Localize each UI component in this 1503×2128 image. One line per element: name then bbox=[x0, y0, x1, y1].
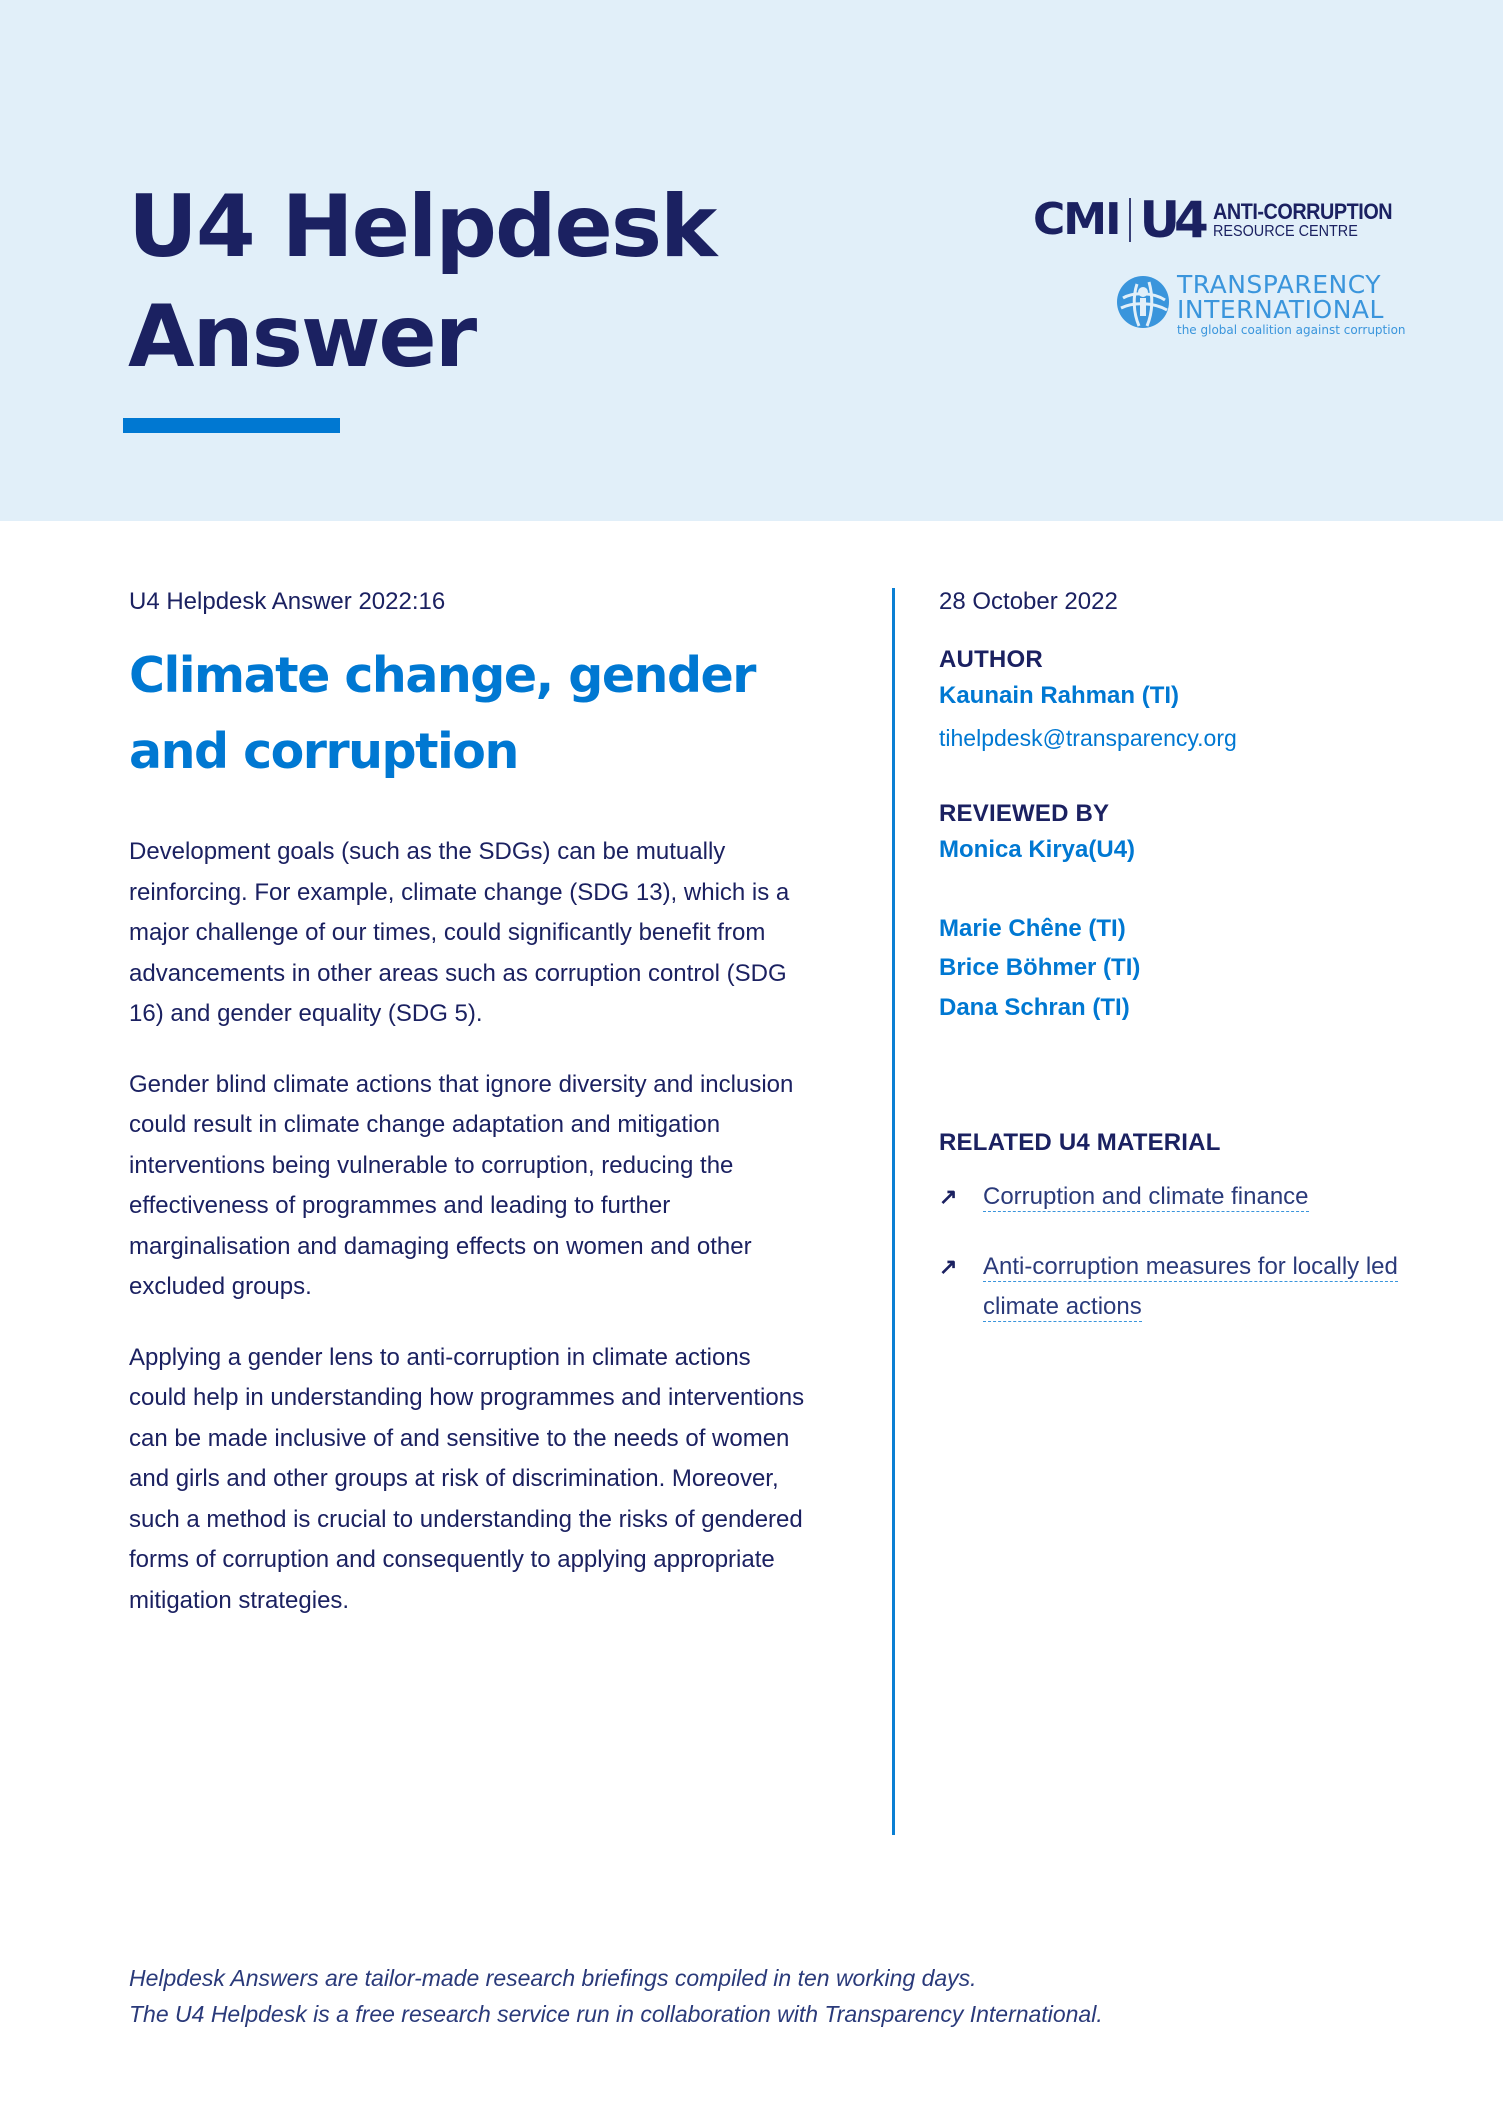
reviewer-name: Dana Schran (TI) bbox=[939, 993, 1130, 1021]
sidebar bbox=[939, 586, 1399, 1357]
summary-paragraph: Applying a gender lens to anti-corruption in climate actions could help in understanding how programmes and interventions can be made inclusive of and sensitive to the needs of women and girls and other groups at risk of discrimination. Moreover, such a method is crucial to understanding the risks of gendered forms of corruption and consequently to applying appropriate mitigation strategies. bbox=[129, 1343, 805, 1614]
u4-logo-line1: ANTI-CORRUPTION bbox=[1212, 198, 1392, 224]
summary-paragraph: Gender blind climate actions that ignore diversity and inclusion could result in climate change adaptation and mitigation interventions being vulnerable to corruption, reducing the effectiveness of programmes and leading to further marginalisation and damaging effects on women and other excluded groups. bbox=[129, 1070, 794, 1300]
author-label: AUTHOR bbox=[939, 646, 1043, 673]
cmi-u4-logo bbox=[1033, 192, 1412, 248]
logo-separator bbox=[1129, 198, 1131, 242]
series-number: U4 Helpdesk Answer 2022:16 bbox=[129, 588, 446, 615]
ti-logo-words bbox=[1177, 272, 1406, 336]
reviewer-name: Monica Kirya(U4) bbox=[939, 836, 1136, 863]
related-material-list bbox=[939, 1177, 1399, 1327]
ti-globe-icon bbox=[1115, 274, 1171, 330]
related-material-label: RELATED U4 MATERIAL bbox=[939, 1129, 1221, 1156]
arrow-up-right-icon: ↗ bbox=[939, 1184, 958, 1209]
related-item[interactable] bbox=[939, 1247, 1399, 1327]
related-link-climate-finance[interactable] bbox=[983, 1177, 1309, 1217]
related-link-label[interactable]: Corruption and climate finance bbox=[983, 1183, 1309, 1210]
footer-note bbox=[129, 1960, 1329, 2032]
u4-logo-words bbox=[1212, 198, 1412, 240]
transparency-international-logo bbox=[1115, 272, 1406, 336]
header-band bbox=[0, 0, 1503, 521]
document-title-line1: Climate change, gender bbox=[129, 647, 755, 704]
related-material-section bbox=[939, 1127, 1399, 1327]
related-item[interactable] bbox=[939, 1177, 1399, 1217]
footer-line1: Helpdesk Answers are tailor-made research briefings compiled in ten working days. bbox=[129, 1965, 977, 1991]
header-accent-rule bbox=[123, 418, 340, 433]
reviewed-by-section bbox=[939, 798, 1399, 1027]
main-column bbox=[129, 586, 809, 1621]
footer-line2: The U4 Helpdesk is a free research service run in collaboration with Transparency International. bbox=[129, 2001, 1103, 2027]
summary-paragraphs bbox=[129, 832, 809, 1621]
arrow-up-right-icon: ↗ bbox=[939, 1254, 958, 1279]
ti-logo-line2: INTERNATIONAL bbox=[1177, 295, 1384, 324]
author-section bbox=[939, 644, 1399, 754]
header-title bbox=[128, 172, 715, 392]
ti-logo-line1: TRANSPARENCY bbox=[1177, 270, 1382, 299]
u4-logo-line2: RESOURCE CENTRE bbox=[1212, 222, 1358, 240]
contact-email-link[interactable]: tihelpdesk@transparency.org bbox=[939, 725, 1237, 751]
reviewer-name: Marie Chêne (TI) bbox=[939, 914, 1126, 942]
author-name: Kaunain Rahman (TI) bbox=[939, 682, 1180, 709]
publication-date: 28 October 2022 bbox=[939, 588, 1118, 615]
cmi-logo-text: CMI bbox=[1033, 194, 1120, 245]
document-title-line2: and corruption bbox=[129, 723, 518, 780]
column-divider bbox=[892, 588, 895, 1835]
summary-paragraph: Development goals (such as the SDGs) can be mutually reinforcing. For example, climate change (SDG 13), which is a major challenge of our times, could significantly benefit from advancements in other areas such as corruption control (SDG 16) and gender equality (SDG 5). bbox=[129, 838, 790, 1027]
ti-logo-tagline: the global coalition against corruption bbox=[1177, 323, 1406, 337]
reviewed-by-label: REVIEWED BY bbox=[939, 800, 1110, 827]
related-link-locally-led-climate-actions[interactable] bbox=[983, 1247, 1399, 1327]
header-title-line2: Answer bbox=[128, 287, 476, 387]
related-link-label[interactable]: Anti-corruption measures for locally led climate actions bbox=[983, 1253, 1398, 1320]
header-title-line1: U4 Helpdesk bbox=[128, 177, 716, 277]
reviewer-name: Brice Böhmer (TI) bbox=[939, 954, 1141, 981]
document-title bbox=[129, 638, 809, 790]
u4-logo-mark: U4 bbox=[1139, 191, 1203, 249]
